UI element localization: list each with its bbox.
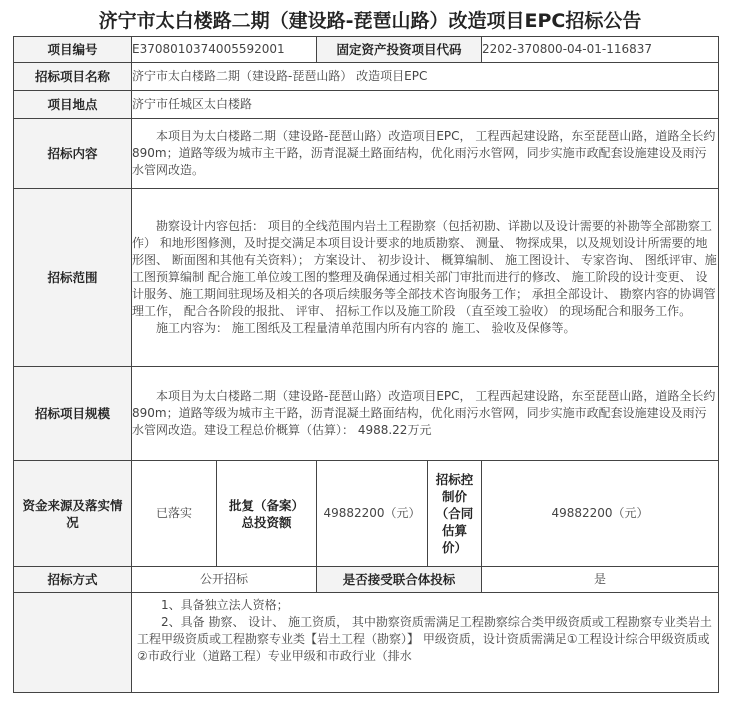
qualification-value: [132, 593, 719, 693]
project-no-label: 项目编号: [14, 37, 132, 63]
row-location: [14, 91, 719, 119]
content-text: 本项目为太白楼路二期（建设路-琵琶山路）改造项目EPC， 工程西起建设路，东至琵琶山路，道路全长约890m；道路等级为城市主干路，沥青混凝土路面结构，优化雨污水管网，同步实施市政配套设施建设及雨污水管网改造。: [132, 129, 716, 177]
qualification-item-1: 1、具备独立法人资格；: [161, 598, 289, 612]
consortium-value: 是: [482, 567, 719, 593]
investment-code-value: 2202-370800-04-01-116837: [482, 37, 719, 63]
method-label: 招标方式: [14, 567, 132, 593]
method-value: 公开招标: [132, 567, 317, 593]
scale-label: 招标项目规模: [14, 367, 132, 461]
control-price-label: 招标控制价（合同估算价）: [428, 461, 482, 567]
row-funding: [14, 461, 719, 567]
qualification-label: [14, 593, 132, 693]
approved-investment-value: 49882200（元）: [317, 461, 428, 567]
location-value: 济宁市任城区太白楼路: [132, 91, 719, 119]
scope-text-design: 勘察设计内容包括： 项目的全线范围内岩土工程勘察（包括初勘、详勘以及设计需要的补勘等全部勘察工作） 和地形图修测，及时提交满足本项目设计要求的地质勘察、 测量、 物探成果，以及规划设计所需要的地形图、 断面图和其他有关资料）； 方案设计、 初步设计、 概算编制、 施工图设计、 专家咨询、 图纸评审、施工图预算编制 配合施工单位竣工图的整理及确保通过相关部门审批而进行的修改、 施工阶段的设计变更、 设计服务、施工期间驻现场及相关的各项后续服务等全部技术咨询服务工作； 承担全部设计、 勘察内容的协调管理工作， 配合各阶段的报批、 评审、 招标工作以及施工阶段 （直至竣工验收） 的现场配合和服务工作。: [132, 219, 717, 318]
project-name-value: 济宁市太白楼路二期（建设路-琵琶山路） 改造项目EPC: [132, 63, 719, 91]
row-qualification: [14, 593, 719, 693]
project-name-label: 招标项目名称: [14, 63, 132, 91]
consortium-label: 是否接受联合体投标: [317, 567, 482, 593]
tender-info-table: [13, 36, 719, 693]
row-content: [14, 119, 719, 189]
control-price-value: 49882200（元）: [482, 461, 719, 567]
scale-text: 本项目为太白楼路二期（建设路-琵琶山路）改造项目EPC， 工程西起建设路，东至琵琶山路，道路全长约890m；道路等级为城市主干路，沥青混凝土路面结构，优化雨污水管网，同步实施市政配套设施建设及雨污水管网改造。建设工程总价概算（估算）： 4988.22万元: [132, 389, 716, 437]
investment-code-label: 固定资产投资项目代码: [317, 37, 482, 63]
approved-investment-label: 批复（备案）总投资额: [217, 461, 317, 567]
location-label: 项目地点: [14, 91, 132, 119]
page-title: 济宁市太白楼路二期（建设路-琵琶山路）改造项目EPC招标公告: [98, 10, 642, 32]
funding-label: 资金来源及落实情况: [14, 461, 132, 567]
scale-value: [132, 367, 719, 461]
scope-label: 招标范围: [14, 189, 132, 367]
row-scope: [14, 189, 719, 367]
project-no-value: E3708010374005592001: [132, 37, 317, 63]
content-value: [132, 119, 719, 189]
qualification-item-2: 2、具备 勘察、 设计、 施工资质， 其中勘察资质需满足工程勘察综合类甲级资质或工程勘察专业类岩土工程甲级资质或工程勘察专业类【岩土工程（勘察）】 甲级资质，设计资质需满足①工程设计综合甲级资质或②市政行业（道路工程）专业甲级和市政行业（排水: [137, 615, 712, 663]
row-scale: [14, 367, 719, 461]
scope-value: [132, 189, 719, 367]
row-project-no: [14, 37, 719, 63]
scope-text-construction: 施工内容为： 施工图纸及工程量清单范围内所有内容的 施工、 验收及保修等。: [156, 321, 576, 335]
funding-value: 已落实: [132, 461, 217, 567]
row-method: [14, 567, 719, 593]
content-label: 招标内容: [14, 119, 132, 189]
row-project-name: [14, 63, 719, 91]
